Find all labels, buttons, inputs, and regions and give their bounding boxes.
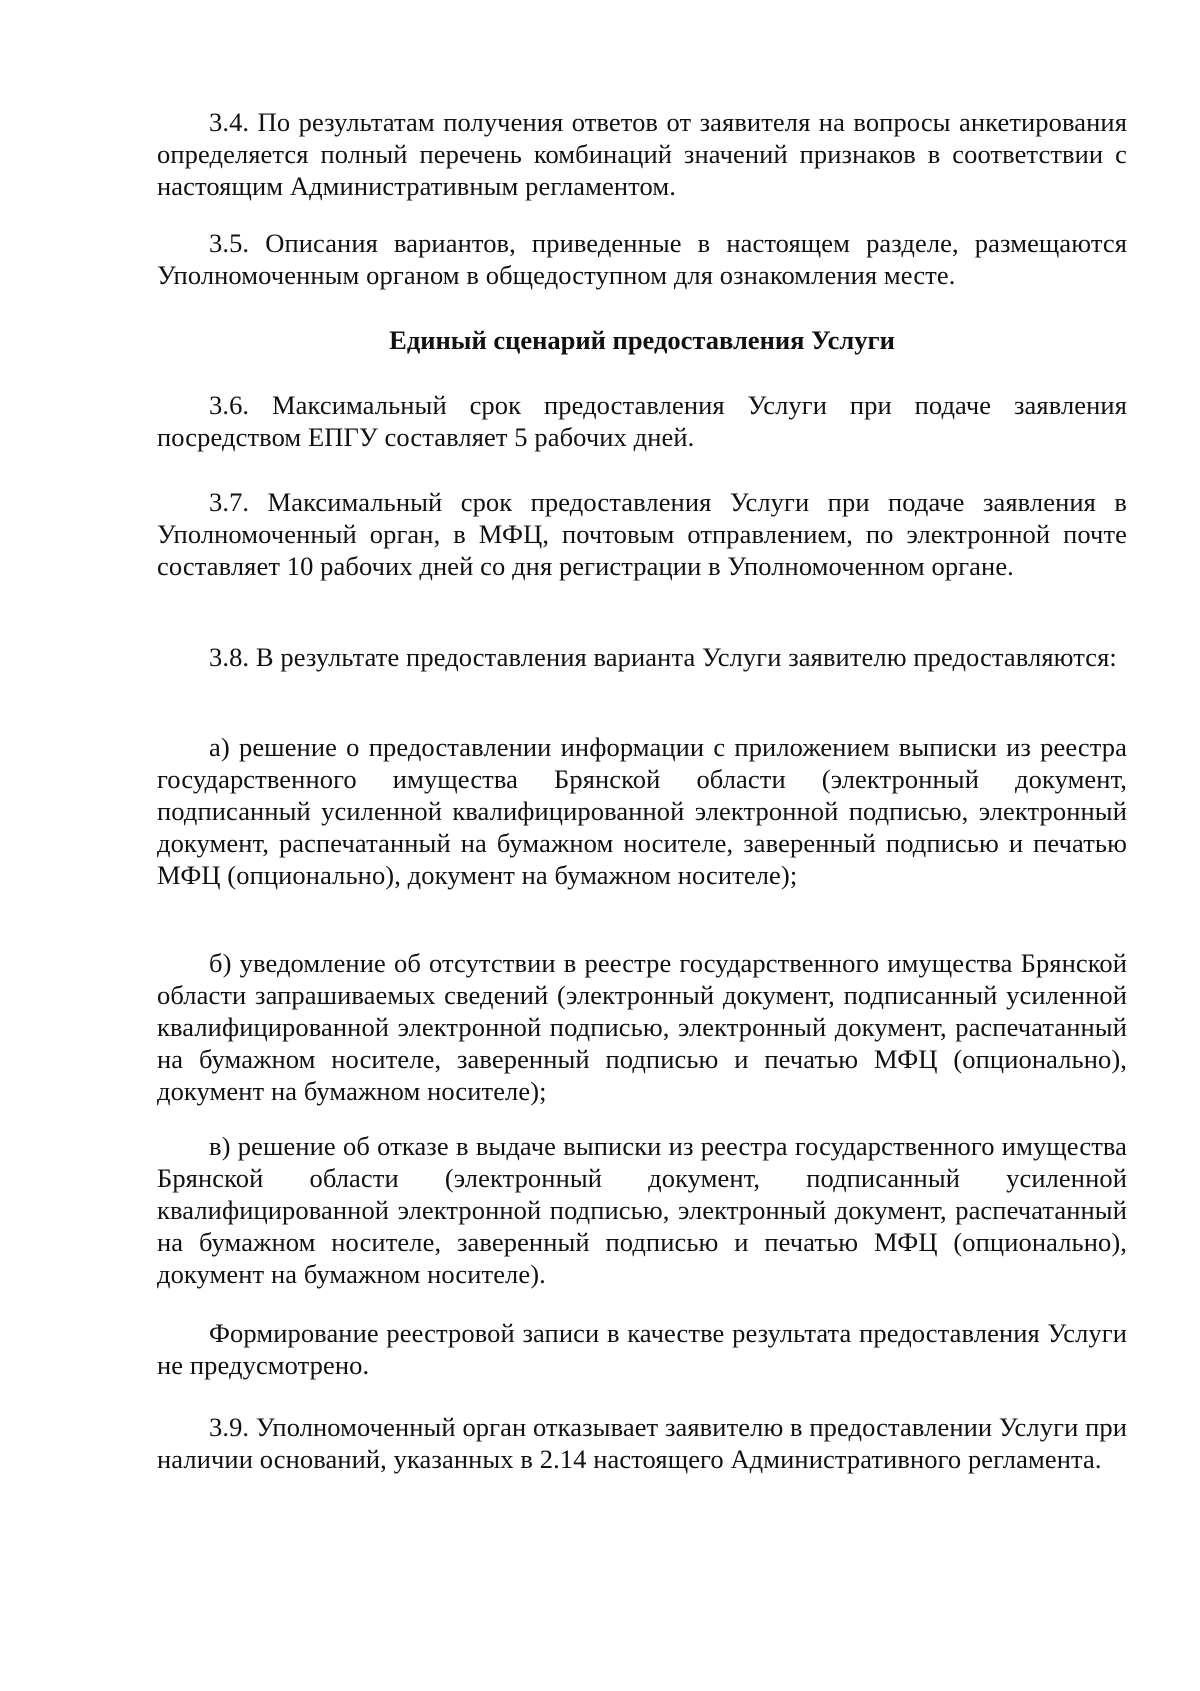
paragraph-3-6: 3.6. Максимальный срок предоставления Услуги при подаче заявления посредством ЕПГУ составляет 5 рабочих дней. (157, 390, 1127, 452)
paragraph-3-9: 3.9. Уполномоченный орган отказывает заявителю в предоставлении Услуги при наличии оснований, указанных в 2.14 настоящего Административного регламента. (157, 1412, 1127, 1474)
paragraph-3-7: 3.7. Максимальный срок предоставления Услуги при подаче заявления в Уполномоченный орган, в МФЦ, почтовым отправлением, по электронной почте составляет 10 рабочих дней со дня регистрации в Уполномоченном органе. (157, 487, 1127, 581)
list-item-b: б) уведомление об отсутствии в реестре государственного имущества Брянской области запрашиваемых сведений (электронный документ, подписанный усиленной квалифицированной электронной подписью, электронный документ, распечатанный на бумажном носителе, заверенный подписью и печатью МФЦ (опционально), документ на бумажном носителе); (157, 948, 1127, 1106)
paragraph-3-5: 3.5. Описания вариантов, приведенные в настоящем разделе, размещаются Уполномоченным органом в общедоступном для ознакомления месте. (157, 228, 1127, 290)
list-item-a: а) решение о предоставлении информации с приложением выписки из реестра государственного имущества Брянской области (электронный документ, подписанный усиленной квалифицированной электронной подписью, электронный документ, распечатанный на бумажном носителе, заверенный подписью и печатью МФЦ (опционально), документ на бумажном носителе); (157, 732, 1127, 890)
paragraph-registry-note: Формирование реестровой записи в качестве результата предоставления Услуги не предусмотрено. (157, 1318, 1127, 1380)
section-heading: Единый сценарий предоставления Услуги (389, 325, 895, 355)
paragraph-3-4: 3.4. По результатам получения ответов от заявителя на вопросы анкетирования определяется полный перечень комбинаций значений признаков в соответствии с настоящим Административным регламентом. (157, 107, 1127, 201)
paragraph-3-8: 3.8. В результате предоставления варианта Услуги заявителю предоставляются: (209, 642, 1117, 672)
list-item-v: в) решение об отказе в выдаче выписки из реестра государственного имущества Брянской области (электронный документ, подписанный усиленной квалифицированной электронной подписью, электронный документ, распечатанный на бумажном носителе, заверенный подписью и печатью МФЦ (опционально), документ на бумажном носителе). (157, 1131, 1127, 1289)
